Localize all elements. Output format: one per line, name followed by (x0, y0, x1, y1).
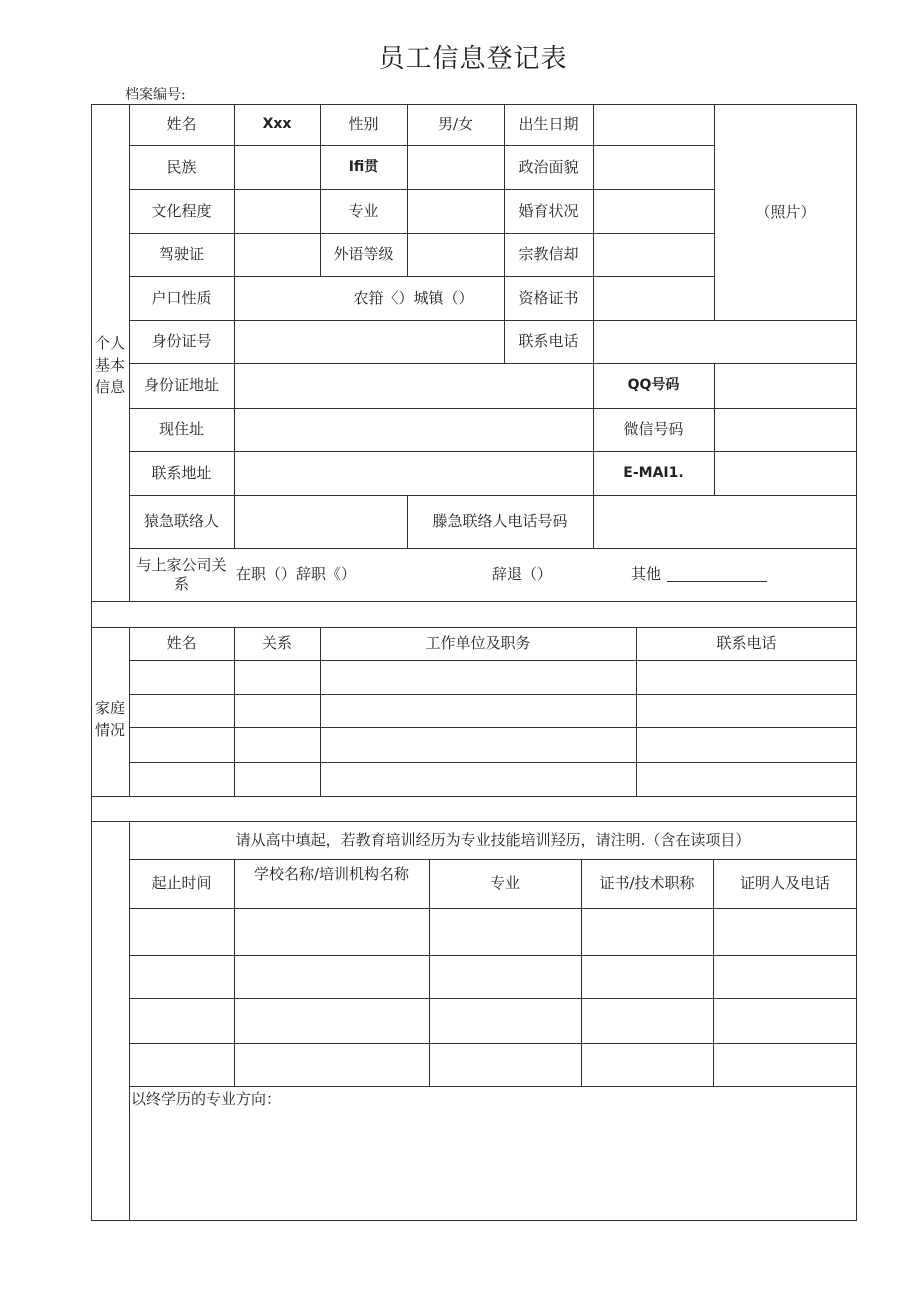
religion-field[interactable] (593, 233, 714, 276)
political-status-label: 政治面貌 (518, 157, 579, 176)
contact-address-field[interactable] (234, 451, 593, 495)
family-col-phone: 联系电话 (716, 634, 777, 652)
other-blank[interactable] (667, 567, 767, 582)
other-option-label: 其他 (631, 565, 662, 583)
email-label: E-MAI1. (623, 464, 684, 481)
previous-company-label: 与上家公司关系 (136, 555, 227, 593)
email-field[interactable] (714, 451, 857, 495)
file-number-label: 档案编号: (125, 87, 186, 103)
religion-label: 宗教信却 (518, 245, 579, 263)
current-address-field[interactable] (234, 408, 593, 451)
section-basic-info: 个人基本信息 (94, 334, 125, 396)
birth-date-label: 出生日期 (518, 115, 579, 133)
emergency-contact-field[interactable] (234, 495, 407, 548)
employment-status-option[interactable]: 在职（）辞职《） (236, 565, 357, 583)
family-col-relation: 关系 (261, 634, 292, 652)
education-note: 请从高中填起，若教育培训经历为专业技能培训羟历，请注明.（含在读项目） (235, 830, 751, 849)
dismissed-option[interactable]: 辞退（） (492, 565, 553, 583)
id-address-field[interactable] (234, 363, 593, 408)
family-col-employer: 工作单位及职务 (425, 634, 531, 652)
other-option[interactable] (631, 548, 781, 601)
name-label: 姓名 (166, 115, 197, 133)
emergency-phone-label: 滕急联络人电话号码 (432, 512, 568, 530)
id-number-label: 身份证号 (151, 332, 212, 350)
ethnic-label: 民族 (166, 157, 197, 176)
edu-col-school: 学校名称/培训机构名称 (253, 864, 410, 883)
edu-col-certificate: 证书/技术职称 (599, 874, 695, 892)
marital-status-label: 婚育状况 (518, 201, 579, 220)
drivers-license-field[interactable] (234, 233, 320, 276)
wechat-label: 微信号码 (623, 420, 684, 438)
major-field[interactable] (407, 189, 504, 233)
birth-date-field[interactable] (593, 104, 714, 145)
edu-col-referee: 证明人及电话 (739, 874, 830, 892)
qq-field[interactable] (714, 363, 857, 408)
name-value[interactable]: Xxx (262, 116, 292, 132)
qq-label: QQ号码 (627, 377, 680, 393)
current-address-label: 现住址 (158, 420, 204, 438)
certificate-label: 资格证书 (518, 288, 579, 307)
wechat-field[interactable] (714, 408, 857, 451)
photo-box[interactable]: （照片） (755, 202, 816, 221)
phone-label: 联系电话 (518, 332, 579, 350)
foreign-language-label: 外语等级 (333, 245, 394, 263)
education-label: 文化程度 (151, 201, 212, 220)
major-label: 专业 (348, 201, 379, 220)
certificate-field[interactable] (593, 276, 714, 320)
form-title: 员工信息登记表 (378, 44, 568, 74)
final-education-label: 以终学历的专业方向： (131, 1089, 282, 1108)
hukou-options[interactable]: 农箝〈）城镇（） (353, 288, 474, 307)
registration-form (91, 104, 857, 1221)
foreign-language-field[interactable] (407, 233, 504, 276)
edu-col-major: 专业 (489, 874, 520, 892)
education-field[interactable] (234, 189, 320, 233)
gender-label: 性别 (348, 115, 379, 133)
native-place-label: Ifi贯 (348, 158, 379, 175)
final-education-field[interactable] (131, 1112, 855, 1218)
gender-value[interactable]: 男/女 (437, 115, 474, 133)
emergency-contact-label: 猿急联络人 (143, 512, 219, 530)
marital-status-field[interactable] (593, 189, 714, 233)
phone-field[interactable] (593, 320, 857, 363)
hukou-label: 户口性质 (151, 288, 212, 307)
id-number-field[interactable] (234, 320, 504, 363)
ethnic-field[interactable] (234, 145, 320, 189)
political-status-field[interactable] (593, 145, 714, 189)
edu-col-period: 起止时间 (151, 874, 212, 892)
section-family: 家庭情况 (94, 699, 125, 739)
id-address-label: 身份证地址 (143, 376, 219, 394)
emergency-phone-field[interactable] (593, 495, 857, 548)
contact-address-label: 联系地址 (151, 463, 212, 482)
drivers-license-label: 驾驶证 (158, 245, 204, 263)
family-col-name: 姓名 (166, 634, 197, 652)
native-place-field[interactable] (407, 145, 504, 189)
